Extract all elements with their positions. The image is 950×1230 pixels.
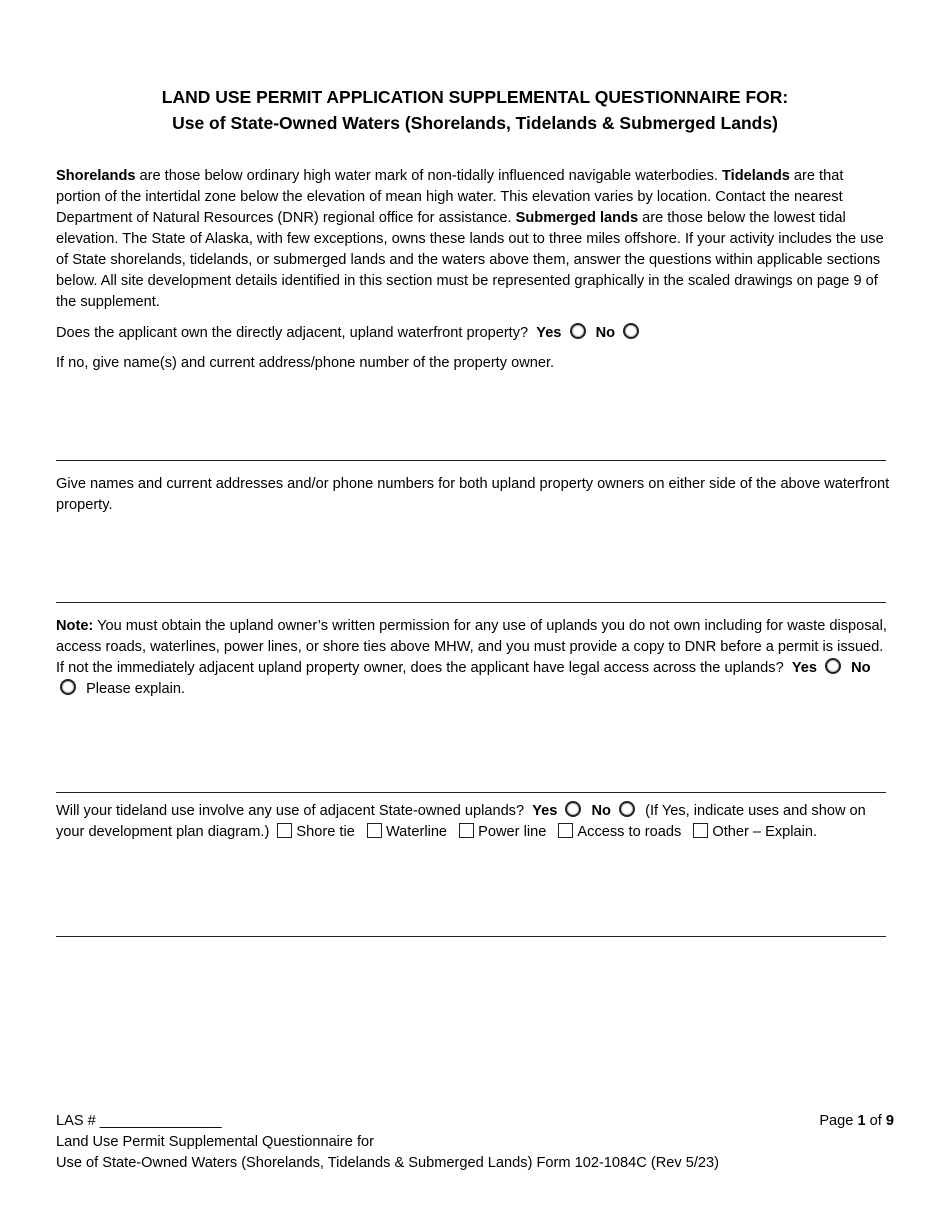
other-checkbox[interactable] [693, 823, 708, 838]
shore-tie-label: Shore tie [296, 824, 355, 840]
q4-no-label: No [591, 803, 611, 819]
term-submerged-lands: Submerged lands [515, 210, 639, 226]
document-title: LAND USE PERMIT APPLICATION SUPPLEMENTAL QUESTIONNAIRE FOR: [161, 87, 789, 107]
footer-form-id: Use of State-Owned Waters (Shorelands, Tidelands & Submerged Lands) Form 102-1084C (Rev 5/23) [56, 1155, 719, 1171]
q4-yes-radio[interactable] [565, 801, 581, 817]
q1-no-label: No [595, 325, 616, 341]
q4-instruction: (If Yes, indicate uses and show on your development plan diagram.) [56, 803, 866, 840]
page-current: 1 [857, 1113, 866, 1129]
q2-answer-line[interactable] [56, 602, 886, 603]
q3-text: You must obtain the upland owner’s written permission for any use of uplands you do not own including for waste disposal, access roads, waterlines, power lines, or shore ties above MHW, and you must provide a copy to DNR before a permit is issued. If not the immediately adjacent upland property owner, does the applicant have legal access across the uplands? [56, 618, 887, 676]
q4-no-radio[interactable] [619, 801, 635, 817]
page-prefix: Page [819, 1113, 858, 1129]
q4-question-text: Will your tideland use involve any use of adjacent State-owned uplands? [56, 803, 525, 819]
intro-text-3: are those below the lowest tidal elevation. The State of Alaska, with few exceptions, owns these lands out to three miles offshore. If your activity includes the use of State shorelands, tidelands, or submerged lands and the waters above them, answer the questions within applicable sections below. All site development details identified in this section must be represented graphically in the scaled drawings on page 9 of the supplement. [56, 210, 884, 310]
other-label: Other – Explain. [712, 824, 818, 840]
note-label: Note: [56, 618, 94, 634]
document-subtitle: Use of State-Owned Waters (Shorelands, Tidelands & Submerged Lands) [172, 113, 778, 133]
term-tidelands: Tidelands [722, 168, 790, 184]
waterline-checkbox[interactable] [367, 823, 382, 838]
q1-question-text: Does the applicant own the directly adjacent, upland waterfront property? [56, 325, 529, 341]
q1-ownership-question [56, 323, 892, 344]
q3-no-radio[interactable] [60, 679, 76, 695]
q3-answer-line[interactable] [56, 792, 886, 793]
intro-paragraph [56, 166, 892, 313]
q3-explain-text: Please explain. [86, 681, 186, 697]
q1-answer-line[interactable] [56, 460, 886, 461]
term-shorelands: Shorelands [56, 168, 136, 184]
q1-yes-radio[interactable] [570, 323, 586, 339]
q4-state-uplands-question [56, 801, 892, 843]
q3-no-label: No [851, 660, 871, 676]
q4-yes-label: Yes [532, 803, 558, 819]
q2-adjacent-owners-question: Give names and current addresses and/or phone numbers for both upland property owners on either side of the above waterfront property. [56, 476, 890, 513]
shore-tie-checkbox[interactable] [277, 823, 292, 838]
power-line-label: Power line [478, 824, 547, 840]
footer-form-title: Land Use Permit Supplemental Questionnaire for [56, 1134, 374, 1150]
footer-las-number: LAS # _______________ [56, 1113, 222, 1129]
q3-upland-access-question [56, 616, 892, 700]
page-of: of [865, 1113, 886, 1129]
q4-answer-line[interactable] [56, 936, 886, 937]
q1-yes-label: Yes [536, 325, 562, 341]
q1-followup: If no, give name(s) and current address/phone number of the property owner. [56, 355, 555, 371]
q3-yes-radio[interactable] [825, 658, 841, 674]
waterline-label: Waterline [385, 824, 448, 840]
q1-no-radio[interactable] [623, 323, 639, 339]
access-to-roads-checkbox[interactable] [558, 823, 573, 838]
page-total: 9 [885, 1113, 894, 1129]
intro-text-2: are that portion of the intertidal zone below the elevation of mean high water. This elevation varies by location. Contact the nearest Department of Natural Resources (DNR) regional office for assistance. [56, 168, 844, 226]
intro-text-1: are those below ordinary high water mark of non-tidally influenced navigable waterbodies. [135, 168, 722, 184]
power-line-checkbox[interactable] [459, 823, 474, 838]
q3-yes-label: Yes [791, 660, 817, 676]
access-to-roads-label: Access to roads [577, 824, 682, 840]
page-number [819, 1111, 894, 1132]
